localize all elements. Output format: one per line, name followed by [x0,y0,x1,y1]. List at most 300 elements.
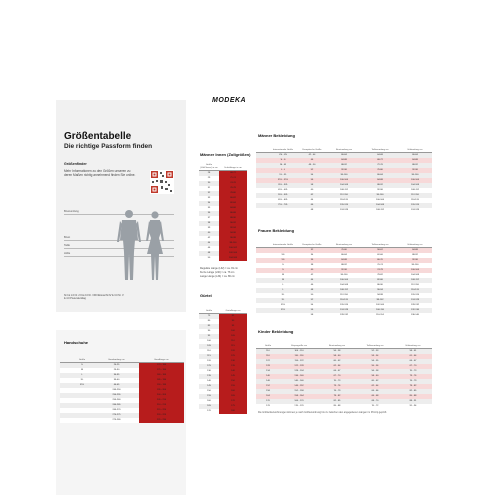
table-cell: 62 - 64 [356,384,394,389]
table-cell: 84-88 [398,158,432,163]
table-cell: 46 [199,246,219,251]
table-cell: M [268,273,298,278]
table-cell: 96-100 [398,263,432,268]
table-cell: 82 - 85 [394,389,432,394]
table-cell: 255-260 [94,398,139,403]
table-cell: XXL [268,303,298,308]
table-cell: 158 [256,389,280,394]
table-cell: 128 [256,364,280,369]
table-cell: 42 - 44 [298,153,326,159]
table-cell: 100-104 [326,178,362,183]
table-cell: 31 [199,186,219,191]
table-cell: 158 - 164 [280,394,318,399]
table-cell: 88-92 [362,183,398,188]
table-row [199,256,247,261]
table-cell: 110 [219,339,247,344]
table-cell: 104-106 [219,256,247,261]
table-row [256,208,432,213]
table-cell [60,418,70,423]
table-cell: 96-100 [326,273,362,278]
belt-title: Gürtel [200,293,212,298]
table-cell: 84-88 [326,158,362,163]
table-cell: 76 - 79 [318,389,356,394]
table-cell: 180 [219,409,247,414]
table-cell: 108-112 [326,288,362,293]
table-cell: 76-80 [326,248,362,254]
kids-footnote: Die Größenbezeichnungen können je nach Größenordnung bis zu zwischen den angegebenen Längen im Prinzip geprüft. [258,411,387,414]
table-cell: 50 [199,256,219,261]
table-cell: 5XL - 5XL [268,193,298,198]
table-cell: 48 [298,288,326,293]
table-cell: 67 - 70 [394,364,432,369]
table-cell: 53 - 54 [356,354,394,359]
table-cell: 3XL - 3XL [268,183,298,188]
table-cell: 62 - 64 [318,364,356,369]
table-cell: 38 [199,221,219,226]
table-cell: 170 [219,399,247,404]
table-cell: 265-270 [94,408,139,413]
table-cell: 175 [219,404,247,409]
table-header-row [199,158,247,171]
table-cell: 124-128 [398,208,432,213]
table-cell: L [268,283,298,288]
men-inseam-table [199,158,247,261]
table-cell: 64 - 67 [318,369,356,374]
table-cell: 120 [219,349,247,354]
table-cell: XXL [268,308,298,313]
table-cell: 34 [298,253,326,258]
table-cell: 88-92 [398,163,432,168]
table-cell: 66 - 68 [356,394,394,399]
table-cell: 135 [199,374,219,379]
table-cell: 116-120 [398,288,432,293]
table-cell: 96-100 [326,173,362,178]
table-cell: 260-265 [94,403,139,408]
table-cell: 35-40 [94,378,139,383]
table-cell: 80-84 [326,253,362,258]
column-header: Größe [70,350,94,363]
table-cell: XS - XS [268,153,298,159]
table-cell: 112-116 [398,193,432,198]
table-cell: XS [268,258,298,263]
table-cell: 124-128 [326,308,362,313]
table-cell: 94-98 [362,293,398,298]
inseam-note: Lange Länge (L34) = ca. 86 cm [200,275,235,278]
column-header [60,350,70,363]
table-cell: 73 - 76 [318,384,356,389]
table-cell: 134 - 140 [280,374,318,379]
table-cell: 98-100 [219,241,247,246]
table-cell: 146 [256,379,280,384]
table-cell: 170 [199,409,219,414]
table-cell: 30-35 [94,373,139,378]
table-cell: 56 [298,308,326,313]
table-cell: 80-84 [398,153,432,159]
column-header: Hüftumfang cm [398,235,432,248]
table-cell: 90 [219,319,247,324]
table-cell: 85 [219,314,247,320]
table-cell: 112-116 [398,283,432,288]
table-cell: 86-90 [362,283,398,288]
column-header: Handlänge cm [139,350,184,363]
table-cell: 4XL - 4XL [268,188,298,193]
column-header: Europäische Größe [298,140,326,153]
table-cell: 25-30 [94,368,139,373]
table-cell: 56 - 58 [356,369,394,374]
table-cell [70,418,94,423]
table-cell: 66-70 [362,258,398,263]
table-cell: 120-124 [398,203,432,208]
table-cell: 84-88 [326,258,362,263]
table-cell: 116 - 122 [280,359,318,364]
table-cell: 76-80 [362,168,398,173]
women-clothing-table [256,235,432,318]
table-cell: 105 [219,334,247,339]
table-cell: 115 [199,354,219,359]
table-cell: XS [268,253,298,258]
table-cell: 155 [219,384,247,389]
qr-code-icon[interactable] [150,170,174,194]
column-header: Schrittlänge in cm [219,158,247,171]
table-row [199,409,247,414]
table-cell: 70 - 72 [356,404,394,409]
table-cell: 185 - 190 [139,378,184,383]
table-cell: 116-120 [326,198,362,203]
table-cell: 96-98 [219,236,247,241]
table-cell: 50 [298,293,326,298]
column-header: Taillenumfang cm [356,336,394,349]
table-cell: 225 - 230 [139,418,184,423]
table-cell: 160 [199,399,219,404]
table-cell: 6XL - 6XL [268,198,298,203]
column-header: Internationale Größe [268,235,298,248]
table-cell: 80-84 [362,173,398,178]
column-header [256,235,268,248]
gloves-title: Handschuhe [64,340,89,345]
table-cell: 46 [298,158,326,163]
table-row [256,313,432,318]
table-cell: 152 - 158 [280,389,318,394]
table-cell: 140 [199,379,219,384]
table-cell: 58 [298,183,326,188]
table-cell: XL [268,298,298,303]
table-cell: 95 [219,324,247,329]
table-cell: 100-104 [326,278,362,283]
table-cell: 92-96 [326,168,362,173]
table-cell: 275-280 [94,418,139,423]
table-cell: 140 - 146 [280,379,318,384]
table-cell: 52 [298,168,326,173]
table-cell: 20-25 [94,363,139,369]
table-cell: 64 [298,198,326,203]
table-cell: 78-82 [362,273,398,278]
table-cell: 68 - 70 [356,399,394,404]
table-cell: 54 [298,173,326,178]
table-cell: 100 [199,339,219,344]
table-cell: 52 - 53 [356,349,394,355]
table-cell: 68-72 [219,171,247,177]
table-cell: 44 [298,278,326,283]
table-cell: 88-92 [398,253,432,258]
table-cell: 116-120 [326,298,362,303]
table-cell: 152 [256,384,280,389]
table-cell: L [70,373,94,378]
table-cell: 62-66 [362,253,398,258]
table-cell: M [268,278,298,283]
figure-label: Brustumfang [64,210,79,213]
table-cell: XXL - XXL [268,178,298,183]
table-cell: 130 [219,359,247,364]
table-cell: 220 - 225 [139,413,184,418]
table-cell: 170 [256,399,280,404]
table-cell: 39 [199,226,219,231]
table-cell: 250-255 [94,393,139,398]
inseam-notes [200,267,238,279]
table-cell: XL [70,378,94,383]
table-cell: 245-250 [94,388,139,393]
figure-label: Taille [64,244,70,247]
table-header-row [256,235,432,248]
women-clothing-title: Frauen Bekleidung [258,228,295,233]
table-cell: 112-116 [326,193,362,198]
table-cell: 85 - 88 [318,404,356,409]
table-cell: 108-112 [362,208,398,213]
column-header: Körpergröße cm [280,336,318,349]
table-cell: 120 [199,359,219,364]
table-header-row [256,140,432,153]
table-cell: 125 [219,354,247,359]
table-cell: 84-88 [398,248,432,254]
table-cell: 58-62 [362,248,398,254]
table-cell: 76 - 79 [394,379,432,384]
table-cell: 88-90 [219,216,247,221]
table-cell: 116-120 [398,198,432,203]
inseam-note: Kurze Länge (L30) = ca. 76 cm [200,271,235,274]
table-cell: 33 [199,196,219,201]
table-cell: 116 [256,354,280,359]
table-cell: 164 [256,394,280,399]
table-cell: 135 [219,364,247,369]
table-cell: L [268,288,298,293]
table-cell: 84-86 [219,206,247,211]
table-cell: 122 - 128 [280,364,318,369]
table-cell: 125 [199,364,219,369]
table-cell: 68 [298,208,326,213]
table-cell: 52 [298,298,326,303]
table-cell: S [268,268,298,273]
table-cell: 130 [199,369,219,374]
table-cell: 104-108 [326,183,362,188]
column-header: Größe (Zoll/Jeans) in cm [199,158,219,171]
table-cell: 82-86 [362,278,398,283]
table-cell: 29 [199,176,219,181]
table-cell: 56 [298,178,326,183]
table-cell: 68-72 [362,158,398,163]
brand-logo: MODEKA [212,97,247,104]
table-cell: 60 - 62 [356,379,394,384]
table-cell: 90-92 [219,221,247,226]
table-cell: 86-88 [219,211,247,216]
table-cell: 110 - 116 [280,354,318,359]
table-cell: 120-124 [326,203,362,208]
men-clothing-title: Männer Bekleidung [258,133,295,138]
table-cell: 100-104 [398,268,432,273]
table-cell: 54 [298,303,326,308]
table-cell: 136-140 [398,313,432,318]
table-cell: 56 - 58 [318,349,356,355]
table-cell: 150 [199,389,219,394]
table-cell: 74-76 [219,181,247,186]
table-cell: 70 - 73 [318,379,356,384]
table-cell: 145 [199,384,219,389]
table-cell: 82 - 85 [318,399,356,404]
table-cell: 90 [199,329,219,334]
table-cell: 80 [199,319,219,324]
column-header: Hüftumfang cm [398,140,432,153]
table-cell [256,313,268,318]
table-cell: 44 [199,241,219,246]
table-cell: 104-108 [362,203,398,208]
table-cell: 146 - 152 [280,384,318,389]
table-cell: 92-96 [326,268,362,273]
table-cell: 102-104 [219,251,247,256]
table-cell: 132-136 [398,308,432,313]
table-cell: 70 - 73 [394,369,432,374]
table-cell: 128 - 134 [280,369,318,374]
table-cell: 96-100 [362,193,398,198]
table-row [256,404,432,409]
table-cell: 58 - 60 [356,374,394,379]
table-cell: 164 - 170 [280,399,318,404]
table-cell: 88-92 [326,163,362,168]
table-cell: 200 - 205 [139,393,184,398]
table-header-row [60,350,184,363]
table-cell: 92-96 [398,258,432,263]
table-cell [268,313,298,318]
gloves-table [60,350,184,423]
table-cell: 104-108 [326,283,362,288]
table-cell: 85 - 88 [394,394,432,399]
table-cell: M [70,368,94,373]
table-cell: 115 [219,344,247,349]
table-cell: L - L [268,168,298,173]
table-cell: 92-94 [219,226,247,231]
table-cell: XXL [70,383,94,388]
table-cell: 85 [199,324,219,329]
table-cell: 140 [256,374,280,379]
size-finder-heading: Größenfinder [64,162,87,166]
belt-table [199,301,247,414]
table-cell: 55 - 56 [356,364,394,369]
table-cell: 108-112 [398,188,432,193]
table-cell: 98-102 [362,298,398,303]
table-cell: 112-116 [326,293,362,298]
table-cell: XL [268,293,298,298]
table-cell: 67 - 70 [318,374,356,379]
table-cell: 60 [298,188,326,193]
page-title: Größentabelle [64,131,132,142]
table-cell: 58 [298,313,326,318]
table-cell: S [268,263,298,268]
table-cell: 38 [298,263,326,268]
table-cell: 145 [219,374,247,379]
table-cell: 80-82 [219,196,247,201]
table-cell: 75 [199,314,219,320]
table-cell: 32 [199,191,219,196]
column-header: Taillenumfang cm [362,140,398,153]
table-cell: 122 [256,359,280,364]
table-cell: 66 [298,203,326,208]
table-cell: 165 [219,394,247,399]
column-header: Größe [256,336,280,349]
table-cell: 96-100 [398,173,432,178]
table-cell: 270-275 [94,413,139,418]
table-cell: 165 [199,404,219,409]
table-cell: 84-88 [362,178,398,183]
table-cell: 88 - 91 [394,399,432,404]
table-cell: 58 - 61 [394,349,432,355]
table-cell: 64 - 67 [394,359,432,364]
table-cell: 37 [199,216,219,221]
table-cell: S [70,363,94,369]
table-cell: 128-132 [398,303,432,308]
table-cell: 210 - 215 [139,403,184,408]
table-cell: 35 [199,206,219,211]
table-cell: 46 [298,283,326,288]
table-cell: 70-74 [362,263,398,268]
table-cell: 128-132 [326,313,362,318]
men-inseam-title: Männer Innen (Zollgrößen) [200,152,251,157]
table-cell: 105 [199,344,219,349]
table-cell: 61 - 64 [394,354,432,359]
column-header: Internationale Größe [268,140,298,153]
table-cell: M - M [268,163,298,168]
column-header: Handumfang cm [94,350,139,363]
table-cell: 90-94 [362,288,398,293]
table-cell: 104-108 [398,273,432,278]
table-cell: 92-96 [398,168,432,173]
table-cell: 32 [298,248,326,254]
table-cell: 91 - 94 [394,404,432,409]
table-cell: 80-84 [326,153,362,159]
kids-clothing-title: Kinder Bekleidung [258,329,294,334]
table-cell: 106-110 [362,308,398,313]
table-cell: 64-68 [362,153,398,159]
table-cell: 150 [219,379,247,384]
table-cell: 110 [256,349,280,355]
table-cell: 28 [199,171,219,177]
kids-clothing-table [256,336,432,409]
column-header: Größe [199,301,219,314]
table-cell: 7XL - 7XL [268,203,298,208]
table-cell: 73 - 76 [394,374,432,379]
table-cell: 54 - 55 [356,359,394,364]
column-header: Europäische Größe [298,235,326,248]
table-cell: 92-96 [362,188,398,193]
figure-label: Hüfte [64,252,71,255]
table-cell: 48 [199,251,219,256]
table-cell [268,208,298,213]
table-cell: 215 - 220 [139,408,184,413]
table-cell: 160 [219,389,247,394]
table-cell: 175 - 180 [139,368,184,373]
table-cell: 78-80 [219,191,247,196]
table-cell: 155 [199,394,219,399]
table-cell: 40-45 [94,383,139,388]
table-cell: 205 - 210 [139,398,184,403]
body-silhouette-icon [112,208,172,288]
column-header: Brustumfang cm [326,235,362,248]
